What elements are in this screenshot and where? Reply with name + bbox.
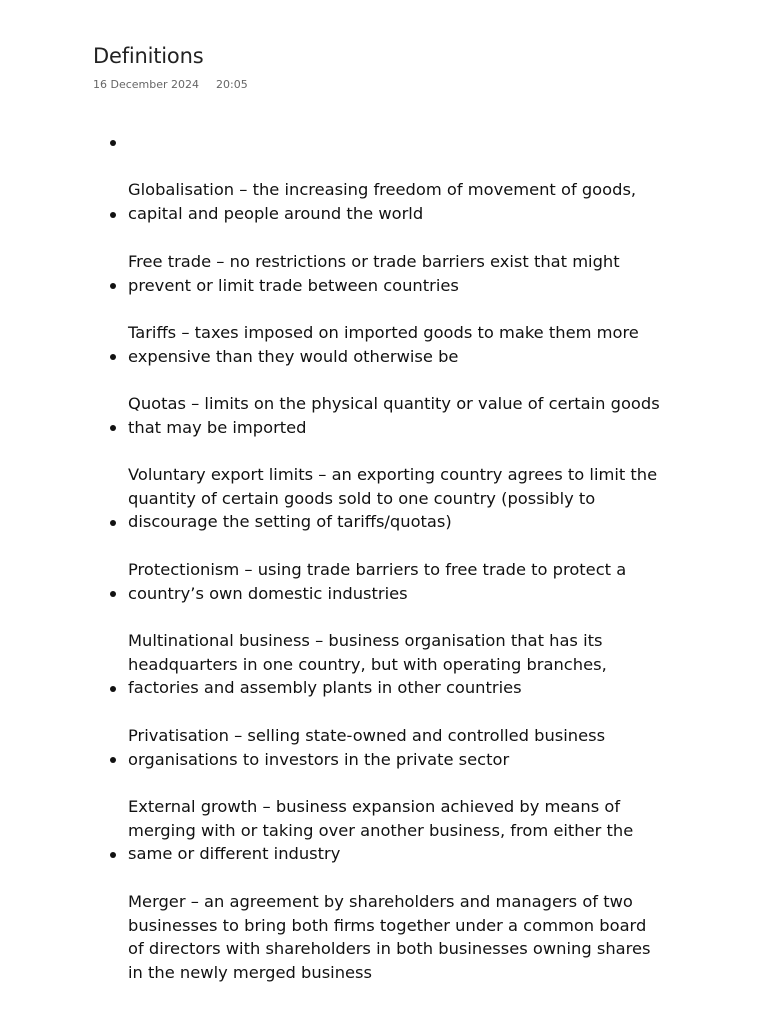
bullet-icon: [110, 757, 116, 763]
definition-text: Quotas – limits on the physical quantity or value of certain goods that may be imported: [128, 394, 660, 437]
page-time: 20:05: [216, 78, 248, 91]
bullet-icon: [110, 354, 116, 360]
definition-text: Globalisation – the increasing freedom of movement of goods, capital and people around the world: [128, 180, 637, 223]
bullet-icon: [110, 425, 116, 431]
definition-text: Voluntary export limits – an exporting country agrees to limit the quantity of certain goods sold to one country (possibly to discourage the setting of tariffs/quotas): [128, 465, 658, 532]
bullet-icon: [110, 520, 116, 526]
bullet-icon: [110, 686, 116, 692]
page-title: Definitions: [93, 44, 204, 68]
definition-text: Protectionism – using trade barriers to free trade to protect a country’s own domestic industries: [128, 560, 627, 603]
bullet-icon: [110, 591, 116, 597]
definition-text: External growth – business expansion achieved by means of merging with or taking over another business, from either the same or different industry: [128, 797, 634, 864]
definition-item: [110, 843, 690, 1008]
definition-text: Free trade – no restrictions or trade barriers exist that might prevent or limit trade between countries: [128, 252, 620, 295]
page-date: 16 December 2024: [93, 78, 200, 91]
page-timestamp: [93, 78, 248, 91]
bullet-icon: [110, 140, 116, 146]
bullet-icon: [110, 852, 116, 858]
definition-text: Merger – an agreement by shareholders and managers of two businesses to bring both firms together under a common board of directors with shareholders in both businesses owning shares in the newly merged business: [128, 892, 651, 982]
definition-text: Tariffs – taxes imposed on imported goods to make them more expensive than they would otherwise be: [128, 323, 639, 366]
bullet-icon: [110, 212, 116, 218]
definition-text: Multinational business – business organisation that has its headquarters in one country, but with operating branches, factories and assembly plants in other countries: [128, 631, 607, 698]
definition-text: Privatisation – selling state-owned and controlled business organisations to investors in the private sector: [128, 726, 606, 769]
bullet-icon: [110, 283, 116, 289]
